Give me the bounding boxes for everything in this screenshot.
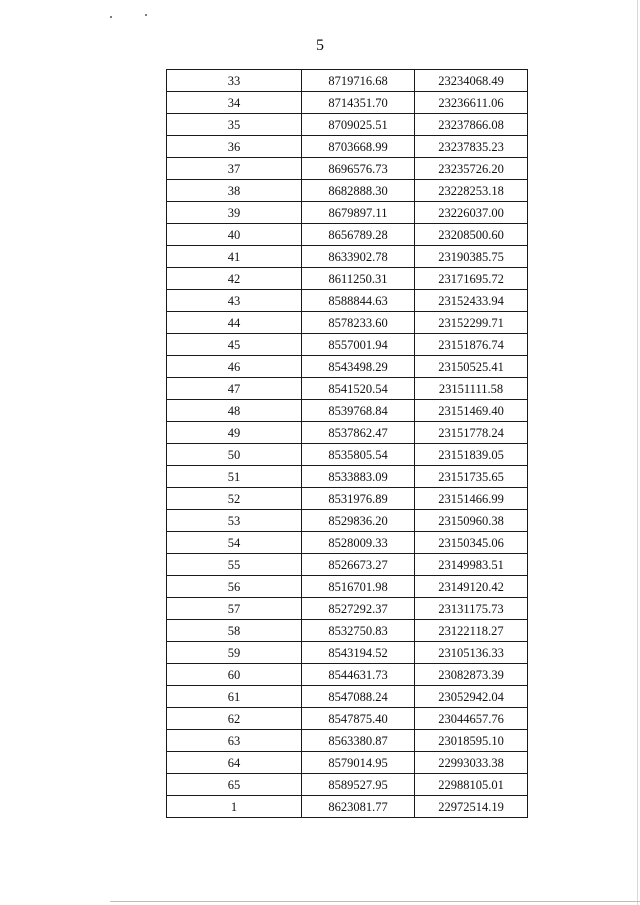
point-number-cell: 54: [167, 532, 302, 554]
table-row: [167, 158, 528, 180]
x-coordinate-cell: 8541520.54: [302, 378, 415, 400]
y-coordinate-cell: 22972514.19: [415, 796, 528, 818]
x-coordinate-cell: 8527292.37: [302, 598, 415, 620]
x-coordinate-cell: 8533883.09: [302, 466, 415, 488]
x-coordinate-cell: 8656789.28: [302, 224, 415, 246]
table-row: [167, 598, 528, 620]
x-coordinate-cell: 8531976.89: [302, 488, 415, 510]
point-number-cell: 63: [167, 730, 302, 752]
point-number-cell: 58: [167, 620, 302, 642]
table-row: [167, 356, 528, 378]
table-row: [167, 70, 528, 92]
point-number-cell: 50: [167, 444, 302, 466]
x-coordinate-cell: 8682888.30: [302, 180, 415, 202]
x-coordinate-cell: 8623081.77: [302, 796, 415, 818]
table-row: [167, 114, 528, 136]
y-coordinate-cell: 23150345.06: [415, 532, 528, 554]
x-coordinate-cell: 8543194.52: [302, 642, 415, 664]
y-coordinate-cell: 23151839.05: [415, 444, 528, 466]
table-row: [167, 774, 528, 796]
x-coordinate-cell: 8709025.51: [302, 114, 415, 136]
y-coordinate-cell: 23235726.20: [415, 158, 528, 180]
point-number-cell: 47: [167, 378, 302, 400]
y-coordinate-cell: 23234068.49: [415, 70, 528, 92]
x-coordinate-cell: 8633902.78: [302, 246, 415, 268]
point-number-cell: 40: [167, 224, 302, 246]
x-coordinate-cell: 8539768.84: [302, 400, 415, 422]
table-row: [167, 686, 528, 708]
y-coordinate-cell: 23237835.23: [415, 136, 528, 158]
point-number-cell: 1: [167, 796, 302, 818]
x-coordinate-cell: 8543498.29: [302, 356, 415, 378]
table-row: [167, 554, 528, 576]
y-coordinate-cell: 23237866.08: [415, 114, 528, 136]
point-number-cell: 55: [167, 554, 302, 576]
y-coordinate-cell: 23226037.00: [415, 202, 528, 224]
y-coordinate-cell: 23236611.06: [415, 92, 528, 114]
table-row: [167, 532, 528, 554]
y-coordinate-cell: 23150960.38: [415, 510, 528, 532]
point-number-cell: 41: [167, 246, 302, 268]
x-coordinate-cell: 8547088.24: [302, 686, 415, 708]
table-row: [167, 488, 528, 510]
x-coordinate-cell: 8679897.11: [302, 202, 415, 224]
x-coordinate-cell: 8579014.95: [302, 752, 415, 774]
y-coordinate-cell: 23151111.58: [415, 378, 528, 400]
x-coordinate-cell: 8589527.95: [302, 774, 415, 796]
y-coordinate-cell: 23149120.42: [415, 576, 528, 598]
table-row: [167, 400, 528, 422]
point-number-cell: 33: [167, 70, 302, 92]
x-coordinate-cell: 8529836.20: [302, 510, 415, 532]
x-coordinate-cell: 8578233.60: [302, 312, 415, 334]
y-coordinate-cell: 23150525.41: [415, 356, 528, 378]
y-coordinate-cell: 23151735.65: [415, 466, 528, 488]
point-number-cell: 49: [167, 422, 302, 444]
point-number-cell: 37: [167, 158, 302, 180]
table-row: [167, 246, 528, 268]
y-coordinate-cell: 23105136.33: [415, 642, 528, 664]
point-number-cell: 62: [167, 708, 302, 730]
x-coordinate-cell: 8547875.40: [302, 708, 415, 730]
x-coordinate-cell: 8714351.70: [302, 92, 415, 114]
x-coordinate-cell: 8532750.83: [302, 620, 415, 642]
table-row: [167, 708, 528, 730]
point-number-cell: 61: [167, 686, 302, 708]
y-coordinate-cell: 22993033.38: [415, 752, 528, 774]
y-coordinate-cell: 22988105.01: [415, 774, 528, 796]
point-number-cell: 44: [167, 312, 302, 334]
table-row: [167, 510, 528, 532]
coordinates-table-body: [167, 70, 528, 818]
y-coordinate-cell: 23151469.40: [415, 400, 528, 422]
point-number-cell: 57: [167, 598, 302, 620]
x-coordinate-cell: 8526673.27: [302, 554, 415, 576]
point-number-cell: 35: [167, 114, 302, 136]
x-coordinate-cell: 8537862.47: [302, 422, 415, 444]
point-number-cell: 39: [167, 202, 302, 224]
table-row: [167, 290, 528, 312]
table-row: [167, 136, 528, 158]
y-coordinate-cell: 23044657.76: [415, 708, 528, 730]
y-coordinate-cell: 23052942.04: [415, 686, 528, 708]
y-coordinate-cell: 23208500.60: [415, 224, 528, 246]
table-row: [167, 224, 528, 246]
point-number-cell: 36: [167, 136, 302, 158]
y-coordinate-cell: 23018595.10: [415, 730, 528, 752]
point-number-cell: 65: [167, 774, 302, 796]
x-coordinate-cell: 8703668.99: [302, 136, 415, 158]
y-coordinate-cell: 23149983.51: [415, 554, 528, 576]
y-coordinate-cell: 23122118.27: [415, 620, 528, 642]
table-row: [167, 642, 528, 664]
table-row: [167, 202, 528, 224]
table-row: [167, 730, 528, 752]
table-row: [167, 92, 528, 114]
table-row: [167, 422, 528, 444]
point-number-cell: 46: [167, 356, 302, 378]
point-number-cell: 56: [167, 576, 302, 598]
x-coordinate-cell: 8516701.98: [302, 576, 415, 598]
point-number-cell: 53: [167, 510, 302, 532]
table-row: [167, 752, 528, 774]
point-number-cell: 34: [167, 92, 302, 114]
x-coordinate-cell: 8528009.33: [302, 532, 415, 554]
x-coordinate-cell: 8557001.94: [302, 334, 415, 356]
y-coordinate-cell: 23151778.24: [415, 422, 528, 444]
x-coordinate-cell: 8544631.73: [302, 664, 415, 686]
coordinates-table: [166, 69, 528, 818]
y-coordinate-cell: 23151466.99: [415, 488, 528, 510]
scan-speck: [110, 16, 112, 18]
scan-speck: [145, 14, 147, 16]
table-row: [167, 334, 528, 356]
table-row: [167, 576, 528, 598]
x-coordinate-cell: 8611250.31: [302, 268, 415, 290]
point-number-cell: 48: [167, 400, 302, 422]
table-row: [167, 796, 528, 818]
point-number-cell: 38: [167, 180, 302, 202]
table-row: [167, 466, 528, 488]
y-coordinate-cell: 23171695.72: [415, 268, 528, 290]
x-coordinate-cell: 8563380.87: [302, 730, 415, 752]
x-coordinate-cell: 8535805.54: [302, 444, 415, 466]
x-coordinate-cell: 8696576.73: [302, 158, 415, 180]
y-coordinate-cell: 23131175.73: [415, 598, 528, 620]
x-coordinate-cell: 8719716.68: [302, 70, 415, 92]
table-row: [167, 268, 528, 290]
point-number-cell: 60: [167, 664, 302, 686]
table-row: [167, 180, 528, 202]
point-number-cell: 64: [167, 752, 302, 774]
y-coordinate-cell: 23082873.39: [415, 664, 528, 686]
table-row: [167, 664, 528, 686]
table-row: [167, 620, 528, 642]
page-edge-right: [637, 0, 638, 905]
y-coordinate-cell: 23152299.71: [415, 312, 528, 334]
page-edge-bottom: [110, 901, 640, 902]
table-row: [167, 378, 528, 400]
point-number-cell: 51: [167, 466, 302, 488]
page-number: 5: [316, 37, 324, 54]
table-row: [167, 312, 528, 334]
point-number-cell: 42: [167, 268, 302, 290]
y-coordinate-cell: 23152433.94: [415, 290, 528, 312]
point-number-cell: 52: [167, 488, 302, 510]
point-number-cell: 45: [167, 334, 302, 356]
x-coordinate-cell: 8588844.63: [302, 290, 415, 312]
point-number-cell: 43: [167, 290, 302, 312]
point-number-cell: 59: [167, 642, 302, 664]
y-coordinate-cell: 23190385.75: [415, 246, 528, 268]
y-coordinate-cell: 23151876.74: [415, 334, 528, 356]
table-row: [167, 444, 528, 466]
y-coordinate-cell: 23228253.18: [415, 180, 528, 202]
